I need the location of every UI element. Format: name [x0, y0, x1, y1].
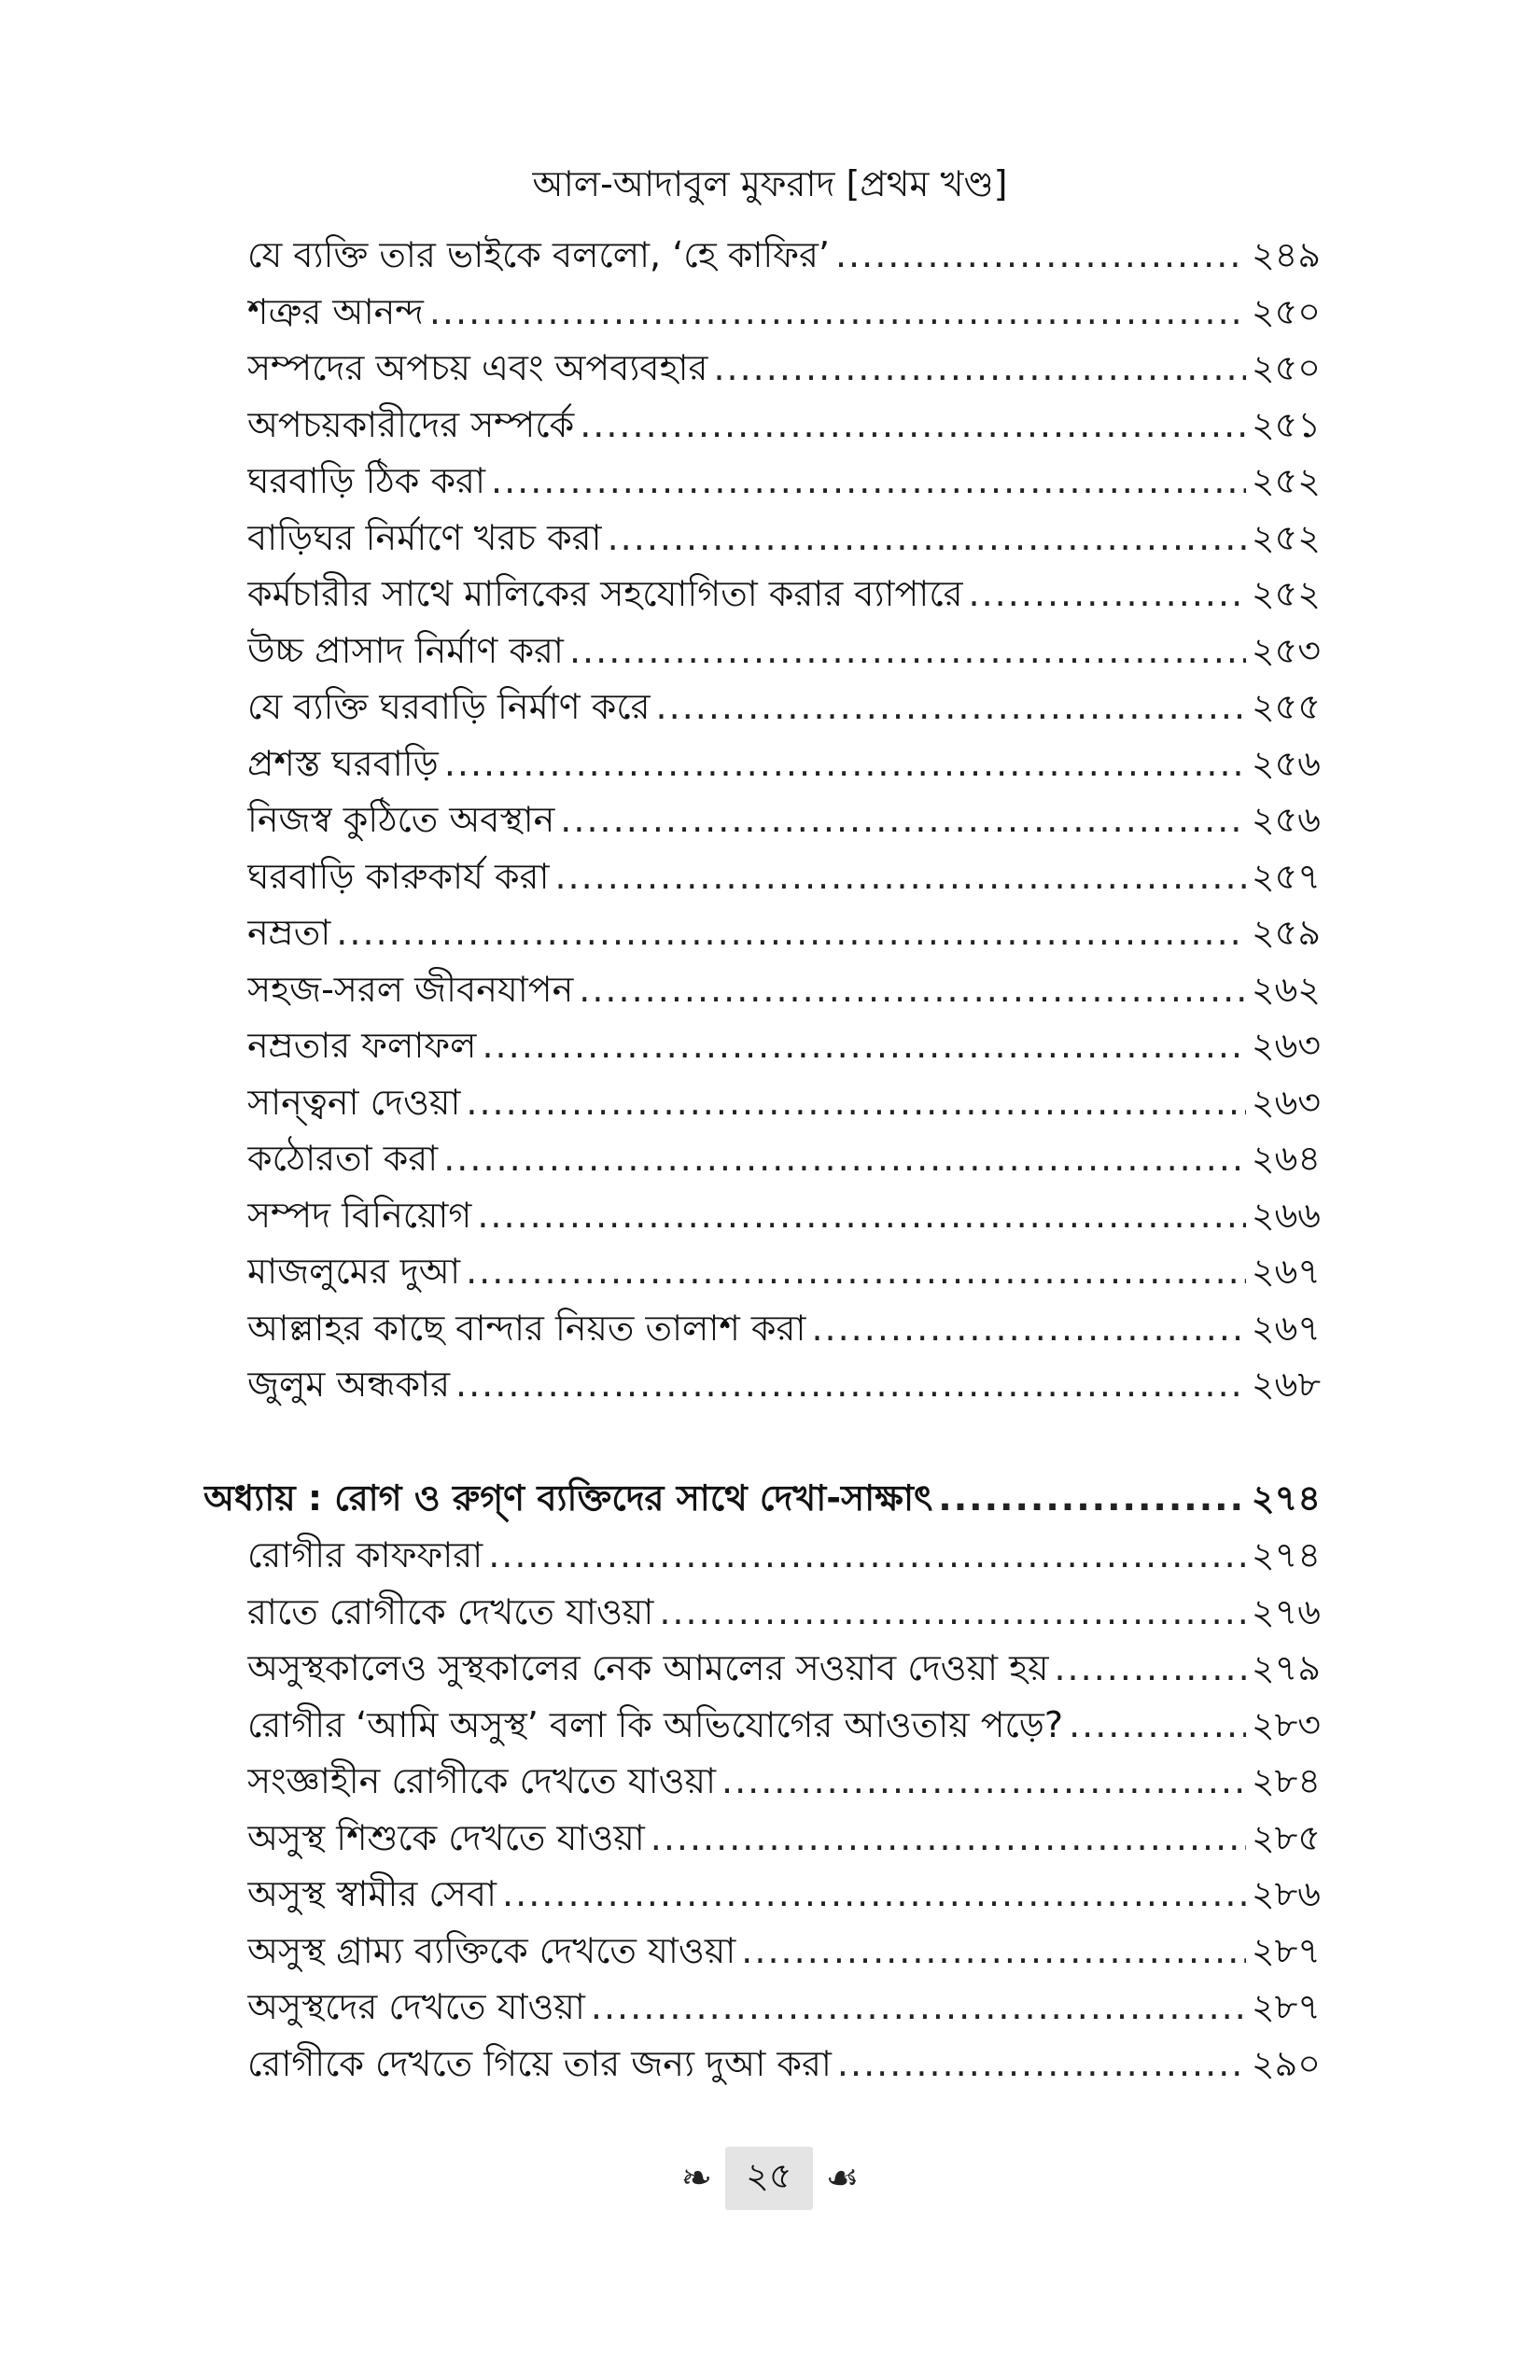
- running-header: আল-আদাবুল মুফরাদ [প্রথম খণ্ড]: [532, 163, 1008, 204]
- toc-entry: [247, 1755, 1321, 1807]
- page-footer: [0, 2147, 1540, 2210]
- entry-page-number: ২৫৬: [1251, 742, 1321, 784]
- dot-leader: [938, 1472, 1246, 1524]
- entry-title: আল্লাহর কাছে বান্দার নিয়ত তালাশ করা: [247, 1307, 806, 1349]
- dot-leader: [651, 1812, 1246, 1864]
- entry-page-number: ২৬৭: [1251, 1251, 1321, 1292]
- dot-leader: [444, 737, 1246, 790]
- dot-leader: [811, 1302, 1245, 1354]
- toc-entry: [247, 229, 1321, 281]
- entry-page-number: ২৮৩: [1251, 1703, 1321, 1745]
- dot-leader: [554, 850, 1245, 903]
- toc-entry: [247, 286, 1321, 338]
- entry-page-number: ২৫৫: [1251, 686, 1321, 727]
- entry-page-number: ২৫২: [1251, 573, 1321, 614]
- toc-entry: [247, 737, 1321, 790]
- entry-title: অসুস্থকালেও সুস্থকালের নেক আমলের সওয়াব দেওয়া হয়: [247, 1647, 1049, 1688]
- dot-leader: [741, 1925, 1246, 1977]
- entry-page-number: ২৪৯: [1251, 234, 1321, 275]
- dot-leader: [659, 1586, 1246, 1638]
- entry-page-number: ২৭৬: [1251, 1590, 1321, 1632]
- toc-entry: [247, 1586, 1321, 1638]
- toc-entry: [247, 1812, 1321, 1864]
- entry-title: অধ্যায় : রোগ ও রুগ্‌ণ ব্যক্তিদের সাথে দেখা-সাক্ষাৎ: [203, 1477, 933, 1519]
- entry-title: সংজ্ঞাহীন রোগীকে দেখতে যাওয়া: [247, 1760, 716, 1801]
- dot-leader: [455, 1358, 1246, 1410]
- toc-entry: [247, 1302, 1321, 1354]
- entry-title: অসুস্থ গ্রাম্য ব্যক্তিকে দেখতে যাওয়া: [247, 1929, 736, 1971]
- toc-entry: [247, 1981, 1321, 2033]
- toc-entry: [247, 680, 1321, 733]
- entry-page-number: ২৭৪: [1251, 1477, 1321, 1519]
- entry-title: রোগীকে দেখতে গিয়ে তার জন্য দুআ করা: [247, 2042, 832, 2084]
- entry-page-number: ২৫৭: [1251, 855, 1321, 897]
- dot-leader: [1069, 1699, 1246, 1751]
- dot-leader: [429, 286, 1246, 338]
- dot-leader: [443, 1132, 1246, 1184]
- entry-page-number: ২৬৩: [1251, 1081, 1321, 1123]
- dot-leader: [491, 455, 1246, 507]
- entry-title: বাড়িঘর নির্মাণে খরচ করা: [247, 516, 602, 558]
- entry-page-number: ২৫১: [1251, 403, 1321, 445]
- chapter-heading: [203, 1472, 1321, 1524]
- toc-entry: [247, 1529, 1321, 1581]
- entry-title: যে ব্যক্তি তার ভাইকে বললো, ‘হে কাফির’: [247, 234, 830, 275]
- toc-entry: [247, 1358, 1321, 1410]
- entry-page-number: ২৫৩: [1251, 629, 1321, 671]
- entry-page-number: ২৫৯: [1251, 912, 1321, 953]
- dot-leader: [482, 1019, 1245, 1071]
- toc-entry: [247, 399, 1321, 451]
- entry-page-number: ২৬৭: [1251, 1307, 1321, 1349]
- entry-page-number: ২৬৪: [1251, 1138, 1321, 1179]
- entry-page-number: ২৫২: [1251, 516, 1321, 558]
- entry-page-number: ২৬২: [1251, 968, 1321, 1010]
- toc-entry: [247, 624, 1321, 677]
- dot-leader: [837, 2037, 1246, 2090]
- dot-leader: [560, 793, 1246, 846]
- toc-entry: [247, 963, 1321, 1015]
- page-number: ২৫: [725, 2147, 812, 2210]
- toc-entry: [247, 511, 1321, 564]
- toc-entry: [247, 1019, 1321, 1071]
- entry-page-number: ২৮৬: [1251, 1873, 1321, 1914]
- toc-entry: [247, 1699, 1321, 1751]
- entry-title: অপচয়কারীদের সম্পর্কে: [247, 403, 575, 445]
- dot-leader: [656, 680, 1246, 733]
- toc-entry: [247, 906, 1321, 959]
- entry-title: যে ব্যক্তি ঘরবাড়ি নির্মাণ করে: [247, 686, 651, 727]
- entry-page-number: ২৮৫: [1251, 1816, 1321, 1858]
- entry-title: নিজস্ব কুঠিতে অবস্থান: [247, 799, 555, 840]
- entry-title: সম্পদের অপচয় এবং অপব্যবহার: [247, 347, 708, 388]
- entry-page-number: ২৫০: [1251, 290, 1321, 332]
- entry-title: রোগীর ‘আমি অসুস্থ’ বলা কি অভিযোগের আওতায় পড়ে?: [247, 1703, 1064, 1745]
- toc-entry: [247, 1925, 1321, 1977]
- entry-title: মাজলুমের দুআ: [247, 1251, 461, 1292]
- dot-leader: [569, 624, 1246, 677]
- entry-title: শত্রুর আনন্দ: [247, 290, 424, 332]
- toc-entry: [247, 1189, 1321, 1241]
- toc-entry: [247, 1076, 1321, 1128]
- dot-leader: [713, 342, 1245, 394]
- entry-title: অসুস্থ শিশুকে দেখতে যাওয়া: [247, 1816, 645, 1858]
- dot-leader: [835, 229, 1246, 281]
- toc-entry: [247, 1868, 1321, 1920]
- toc-entry: [247, 1642, 1321, 1694]
- entry-page-number: ২৬৮: [1251, 1364, 1321, 1405]
- entry-title: কর্মচারীর সাথে মালিকের সহযোগিতা করার ব্যাপারে: [247, 573, 963, 614]
- dot-leader: [336, 906, 1246, 959]
- entry-page-number: ২৮৭: [1251, 1986, 1321, 2027]
- toc-entry: [247, 850, 1321, 903]
- entry-title: নম্রতার ফলাফল: [247, 1025, 477, 1066]
- dot-leader: [477, 1189, 1246, 1241]
- toc-entry: [247, 2037, 1321, 2090]
- dot-leader: [502, 1868, 1246, 1920]
- entry-page-number: ২৫০: [1251, 347, 1321, 388]
- entry-title: রোগীর কাফফারা: [247, 1534, 483, 1575]
- toc-entry: [247, 455, 1321, 507]
- entry-page-number: ২৮৭: [1251, 1929, 1321, 1971]
- dot-leader: [721, 1755, 1246, 1807]
- entry-title: কঠোরতা করা: [247, 1138, 439, 1179]
- entry-page-number: ২৬৬: [1251, 1194, 1321, 1236]
- toc-entry: [247, 342, 1321, 394]
- entry-title: উচ্চ প্রাসাদ নির্মাণ করা: [247, 629, 564, 671]
- entry-title: অসুস্থ স্বামীর সেবা: [247, 1873, 497, 1914]
- entry-title: জুলুম অন্ধকার: [247, 1364, 451, 1405]
- entry-title: সম্পদ বিনিয়োগ: [247, 1194, 472, 1236]
- dot-leader: [488, 1529, 1246, 1581]
- entry-page-number: ২৭৯: [1251, 1647, 1321, 1688]
- dot-leader: [608, 511, 1246, 564]
- entry-page-number: ২৫২: [1251, 460, 1321, 501]
- dot-leader: [591, 1981, 1246, 2033]
- toc-entry: [247, 1245, 1321, 1297]
- entry-title: নম্রতা: [247, 912, 331, 953]
- entry-title: অসুস্থদের দেখতে যাওয়া: [247, 1986, 585, 2027]
- left-ornament-icon: ❧: [680, 2157, 713, 2200]
- entry-page-number: ২৭৪: [1251, 1534, 1321, 1575]
- toc-entry: [247, 1132, 1321, 1184]
- entry-page-number: ২৯০: [1251, 2042, 1321, 2084]
- entry-page-number: ২৫৬: [1251, 799, 1321, 840]
- toc-entry: [247, 793, 1321, 846]
- entry-title: রাতে রোগীকে দেখতে যাওয়া: [247, 1590, 654, 1632]
- dot-leader: [969, 567, 1246, 620]
- dot-leader: [466, 1245, 1246, 1297]
- entry-title: সান্ত্বনা দেওয়া: [247, 1081, 461, 1123]
- dot-leader: [580, 399, 1246, 451]
- toc-entry: [247, 567, 1321, 620]
- entry-page-number: ২৬৩: [1251, 1025, 1321, 1066]
- dot-leader: [466, 1076, 1246, 1128]
- right-ornament-icon: ☙: [825, 2157, 860, 2200]
- entry-page-number: ২৮৪: [1251, 1760, 1321, 1801]
- entry-title: ঘরবাড়ি ঠিক করা: [247, 460, 485, 501]
- entry-title: প্রশস্ত ঘরবাড়ি: [247, 742, 439, 784]
- dot-leader: [579, 963, 1246, 1015]
- dot-leader: [1054, 1642, 1245, 1694]
- entry-title: সহজ-সরল জীবনযাপন: [247, 968, 574, 1010]
- entry-title: ঘরবাড়ি কারুকার্য করা: [247, 855, 550, 897]
